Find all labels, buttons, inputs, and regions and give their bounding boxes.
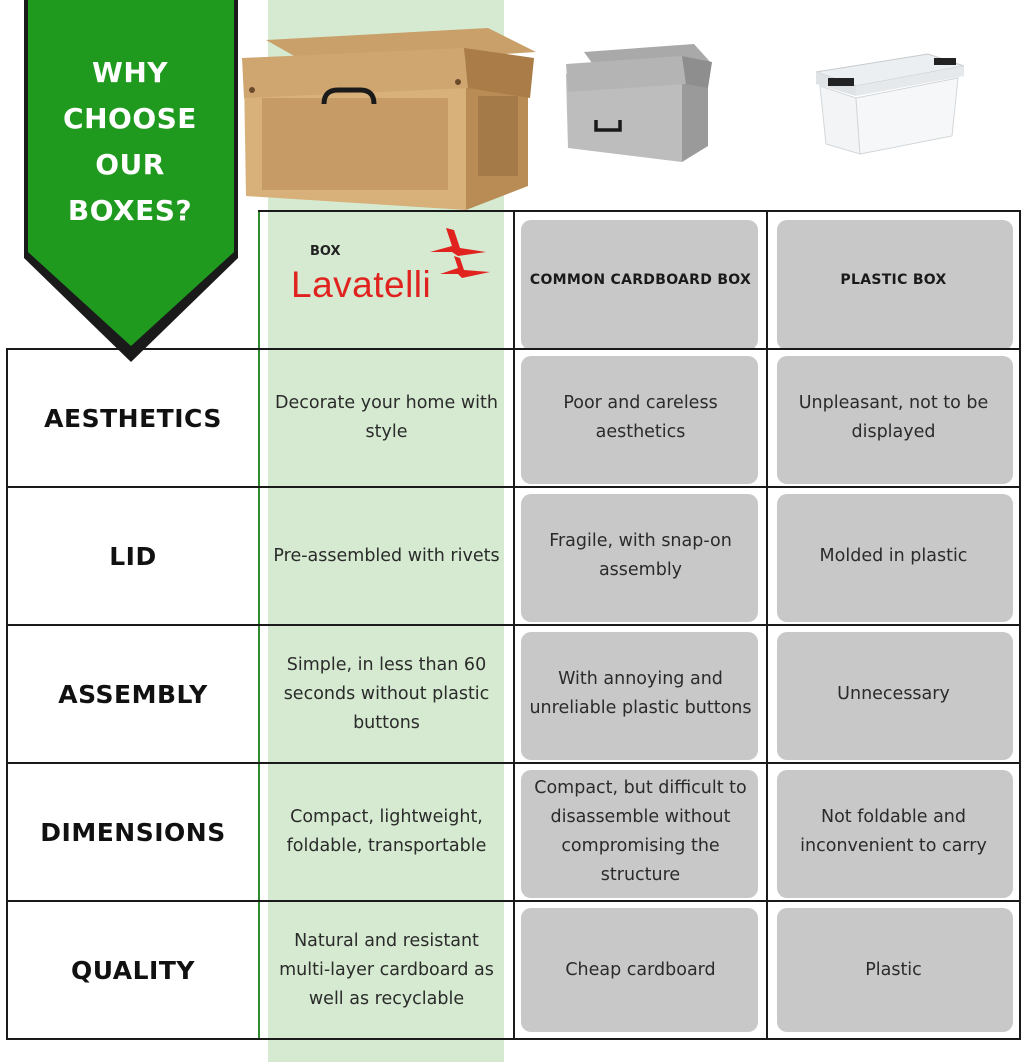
header-plastic-box: PLASTIC BOX	[840, 271, 947, 288]
cell-plastic-quality: Plastic	[865, 959, 922, 980]
cell-plastic-aesthetics: Unpleasant, not to be displayed	[798, 393, 989, 442]
birds-icon	[424, 226, 496, 296]
badge-text	[30, 50, 230, 234]
badge-line-1: WHY	[91, 56, 169, 89]
cell-plastic-lid: Molded in plastic	[819, 545, 968, 566]
badge-line-2: CHOOSE	[63, 102, 197, 135]
plastic-box-image	[808, 50, 968, 160]
grid-line	[6, 1038, 1021, 1040]
row-label-dimensions: DIMENSIONS	[40, 817, 226, 847]
cell-lavatelli-dimensions: Compact, lightweight, foldable, transportable	[286, 807, 487, 856]
cell-lavatelli-quality: Natural and resistant multi-layer cardboard as well as recyclable	[279, 930, 494, 1009]
comparison-table	[6, 210, 1021, 1040]
lavatelli-logo	[282, 226, 502, 326]
row-label-assembly: ASSEMBLY	[58, 679, 208, 709]
logo-box-label: BOX	[310, 244, 341, 259]
badge-line-3: OUR	[95, 148, 165, 181]
row-label-aesthetics: AESTHETICS	[44, 403, 222, 433]
cell-plastic-assembly: Unnecessary	[837, 683, 950, 704]
row-label-quality: QUALITY	[70, 955, 196, 985]
cell-lavatelli-assembly: Simple, in less than 60 seconds without plastic buttons	[283, 654, 490, 733]
cell-cardboard-dimensions: Compact, but difficult to disassemble without compromising the structure	[534, 778, 747, 885]
cell-lavatelli-aesthetics: Decorate your home with style	[275, 393, 498, 442]
cell-lavatelli-lid: Pre-assembled with rivets	[273, 545, 500, 566]
badge-line-4: BOXES?	[67, 194, 193, 227]
cell-cardboard-aesthetics: Poor and careless aesthetics	[563, 393, 718, 442]
cell-cardboard-lid: Fragile, with snap-on assembly	[549, 531, 732, 580]
cell-cardboard-assembly: With annoying and unreliable plastic buttons	[529, 669, 752, 718]
cell-cardboard-quality: Cheap cardboard	[565, 959, 716, 980]
header-common-cardboard-box: COMMON CARDBOARD BOX	[529, 271, 752, 288]
lavatelli-box-image	[238, 18, 538, 210]
common-box-image	[564, 44, 714, 168]
logo-brand-name: Lavatelli	[291, 264, 432, 305]
cell-plastic-dimensions: Not foldable and inconvenient to carry	[800, 807, 987, 856]
row-label-lid: LID	[109, 541, 157, 571]
